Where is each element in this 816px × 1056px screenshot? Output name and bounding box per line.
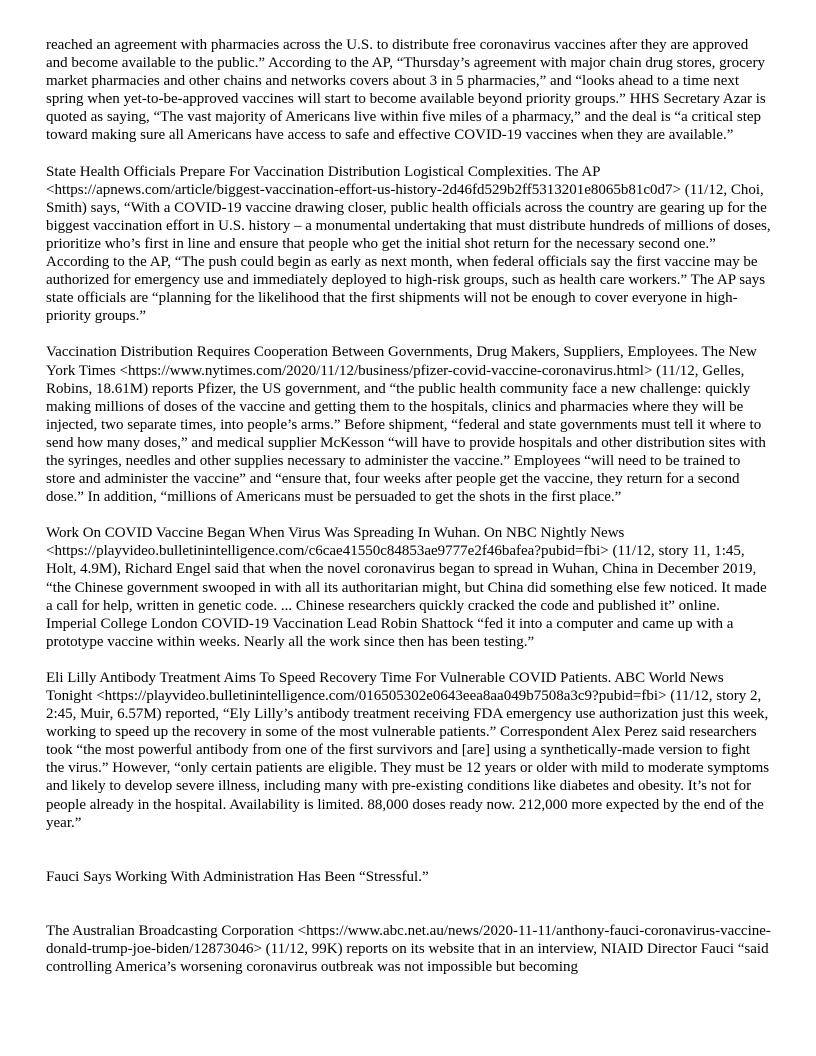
paragraph-eli-lilly-antibody: Eli Lilly Antibody Treatment Aims To Speed Recovery Time For Vulnerable COVID Patients. ABC World News Tonight <https://playvideo.bulletinintelligence.com/016505302e0643eea8aa049b7508a3c9?pubid=fbi> (11/12, story 2, 2:45, Muir, 6.57M) reported, “Ely Lilly’s antibody treatment receiving FDA emergency use authorization just this week, working to speed up the recovery in some of the most vulnerable patients.” Correspondent Alex Perez said researchers took “the most powerful antibody from one of the first survivors and [are] using a synthetically-made version to fight the virus.” However, “only certain patients are eligible. They must be 12 years or older with mild to moderate symptoms and likely to develop severe illness, including many with pre-existing conditions like diabetes and obesity. It’s not for people already in the hospital. Availability is limited. 88,000 doses ready now. 212,000 more expected by the end of the year.” [46,669,770,831]
paragraph-state-health-officials: State Health Officials Prepare For Vaccination Distribution Logistical Complexities. The AP <https://apnews.com/article/biggest-vaccination-effort-us-history-2d46fd529b2ff5313201e8065b81c0d7> (11/12, Choi, Smith) says, “With a COVID-19 vaccine drawing closer, public health officials across the country are gearing up for the biggest vaccination effort in U.S. history – a monumental undertaking that must distribute hundreds of millions of doses, prioritize who’s first in line and ensure that people who get the initial shot return for the necessary second one.” According to the AP, “The push could begin as early as next month, when federal officials say the first vaccine may be authorized for emergency use and immediately deployed to high-risk groups, such as health care workers.” The AP says state officials are “planning for the likelihood that the first shipments will not be enough to cover everyone in high-priority groups.” [46,163,771,325]
paragraph-abc-australia: The Australian Broadcasting Corporation <https://www.abc.net.au/news/2020-11-11/anthony-fauci-coronavirus-vaccine-donald-trump-joe-biden/12873046> (11/12, 99K) reports on its website that in an interview, NIAID Director Fauci “said controlling America’s worsening coronavirus outbreak was not impossible but becoming [46,922,771,976]
paragraph-vaccination-distribution: Vaccination Distribution Requires Cooperation Between Governments, Drug Makers, Suppliers, Employees. The New York Times <https://www.nytimes.com/2020/11/12/business/pfizer-covid-vaccine-coronavirus.html> (11/12, Gelles, Robins, 18.61M) reports Pfizer, the US government, and “the public health community face a new challenge: quickly making millions of doses of the vaccine and getting them to the hospitals, clinics and pharmacies where they will be injected, two separate times, into people’s arms.” Before shipment, “federal and state governments must tell it where to send how many doses,” and medical supplier McKesson “will have to provide hospitals and other distribution sites with the syringes, needles and other supplies necessary to administer the vaccine.” Employees “will need to be trained to store and administer the vaccine” and “ensure that, four weeks after people get the vaccine, they return for a second dose.” In addition, “millions of Americans must be persuaded to get the shots in the first place.” [46,344,766,506]
paragraph-fauci-heading: Fauci Says Working With Administration Has Been “Stressful.” [46,868,429,885]
paragraph-pharmacy-agreement: reached an agreement with pharmacies across the U.S. to distribute free coronavirus vaccines after they are approved and become available to the public.” According to the AP, “Thursday’s agreement with major chain drug stores, grocery market pharmacies and other chains and networks covers about 3 in 5 pharmacies,” and “looks ahead to a time next spring when yet-to-be-approved vaccines will start to become available beyond priority groups.” HHS Secretary Azar is quoted as saying, “The vast majority of Americans live within five miles of a pharmacy,” and the deal is “a critical step toward making sure all Americans have access to safe and effective COVID-19 vaccines when they are available.” [46,37,766,144]
paragraph-wuhan-vaccine-work: Work On COVID Vaccine Began When Virus Was Spreading In Wuhan. On NBC Nightly News <https://playvideo.bulletinintelligence.com/c6cae41550c84853ae9777e2f46bafea?pubid=fbi> (11/12, story 11, 1:45, Holt, 4.9M), Richard Engel said that when the novel coronavirus began to spread in Wuhan, China in December 2019, “the Chinese government swooped in with all its authoritarian might, but China did something else few noticed. It made a call for help, written in genetic code. ... Chinese researchers quickly cracked the code and published it” online. Imperial College London COVID-19 Vaccination Lead Robin Shattock “fed it into a computer and came up with a prototype vaccine within weeks. Nearly all the work since then has been testing.” [46,525,767,650]
document-page [46,36,772,994]
